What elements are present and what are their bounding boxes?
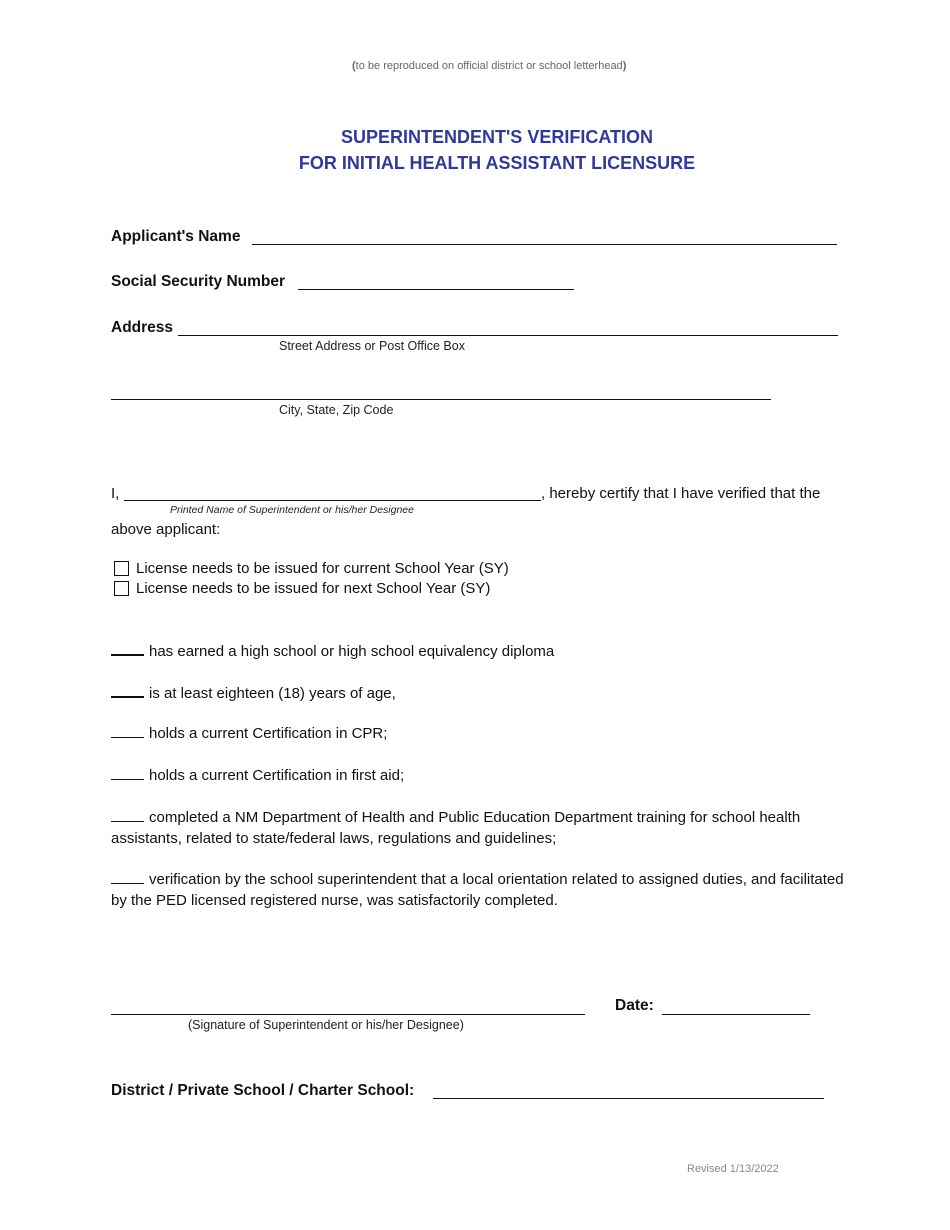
signature-field[interactable] bbox=[111, 1014, 585, 1015]
school-field[interactable] bbox=[433, 1098, 824, 1099]
superintendent-printed-name-field[interactable] bbox=[124, 500, 541, 501]
school-label: District / Private School / Charter School: bbox=[111, 1082, 415, 1099]
printed-name-caption: Printed Name of Superintendent or his/her Designee bbox=[170, 504, 414, 516]
street-address-field[interactable] bbox=[178, 335, 838, 336]
form-title-line-1: SUPERINTENDENT'S VERIFICATION bbox=[341, 127, 653, 147]
letterhead-note-prefix: ( bbox=[352, 60, 356, 72]
next-sy-checkbox[interactable] bbox=[114, 581, 129, 596]
requirement-diploma bbox=[111, 640, 851, 662]
certify-continued: above applicant: bbox=[111, 521, 221, 538]
requirement-cpr-blank[interactable] bbox=[111, 723, 144, 738]
signature-caption: (Signature of Superintendent or his/her Designee) bbox=[188, 1018, 464, 1032]
certify-suffix: , hereby certify that I have verified that the bbox=[541, 485, 821, 502]
date-field[interactable] bbox=[662, 1014, 810, 1015]
requirement-cpr bbox=[111, 723, 851, 744]
ssn-label: Social Security Number bbox=[111, 273, 286, 290]
requirement-diploma-text: has earned a high school or high school equivalency diploma bbox=[149, 643, 555, 660]
requirement-training bbox=[111, 807, 851, 849]
applicant-name-label: Applicant's Name bbox=[111, 228, 241, 245]
requirement-age bbox=[111, 682, 851, 704]
address-label: Address bbox=[111, 319, 174, 336]
requirement-first-aid bbox=[111, 765, 851, 786]
current-sy-label: License needs to be issued for current School Year (SY) bbox=[136, 560, 509, 577]
requirement-orientation bbox=[111, 869, 851, 911]
letterhead-note-suffix: ) bbox=[622, 60, 627, 72]
applicant-name-field[interactable] bbox=[252, 244, 837, 245]
next-sy-label: License needs to be issued for next School Year (SY) bbox=[136, 580, 491, 597]
city-state-zip-caption: City, State, Zip Code bbox=[279, 403, 394, 417]
requirement-first-aid-blank[interactable] bbox=[111, 765, 144, 780]
letterhead-note-text: to be reproduced on official district or school letterhead bbox=[355, 60, 623, 72]
requirement-age-blank[interactable] bbox=[111, 682, 144, 698]
city-state-zip-field[interactable] bbox=[111, 399, 771, 400]
current-sy-checkbox[interactable] bbox=[114, 561, 129, 576]
date-label: Date: bbox=[615, 997, 654, 1014]
revised-date: Revised 1/13/2022 bbox=[687, 1163, 779, 1175]
letterhead-note bbox=[352, 60, 626, 72]
requirement-training-text: completed a NM Department of Health and Public Education Department training for school health assistants, related to state/federal laws, regulations and guidelines; bbox=[111, 809, 801, 847]
requirement-cpr-text: holds a current Certification in CPR; bbox=[149, 725, 388, 742]
requirement-first-aid-text: holds a current Certification in first aid; bbox=[149, 767, 405, 784]
requirement-training-blank[interactable] bbox=[111, 807, 144, 822]
street-address-caption: Street Address or Post Office Box bbox=[279, 339, 465, 353]
form-title-line-2: FOR INITIAL HEALTH ASSISTANT LICENSURE bbox=[298, 153, 696, 173]
ssn-field[interactable] bbox=[298, 289, 574, 290]
requirement-age-text: is at least eighteen (18) years of age, bbox=[149, 685, 396, 702]
requirement-orientation-blank[interactable] bbox=[111, 869, 144, 884]
requirement-orientation-text: verification by the school superintendent that a local orientation related to assigned duties, and facilitated by the PED licensed registered nurse, was satisfactorily completed. bbox=[111, 871, 844, 909]
requirement-diploma-blank[interactable] bbox=[111, 640, 144, 656]
certify-prefix: I, bbox=[111, 485, 120, 502]
